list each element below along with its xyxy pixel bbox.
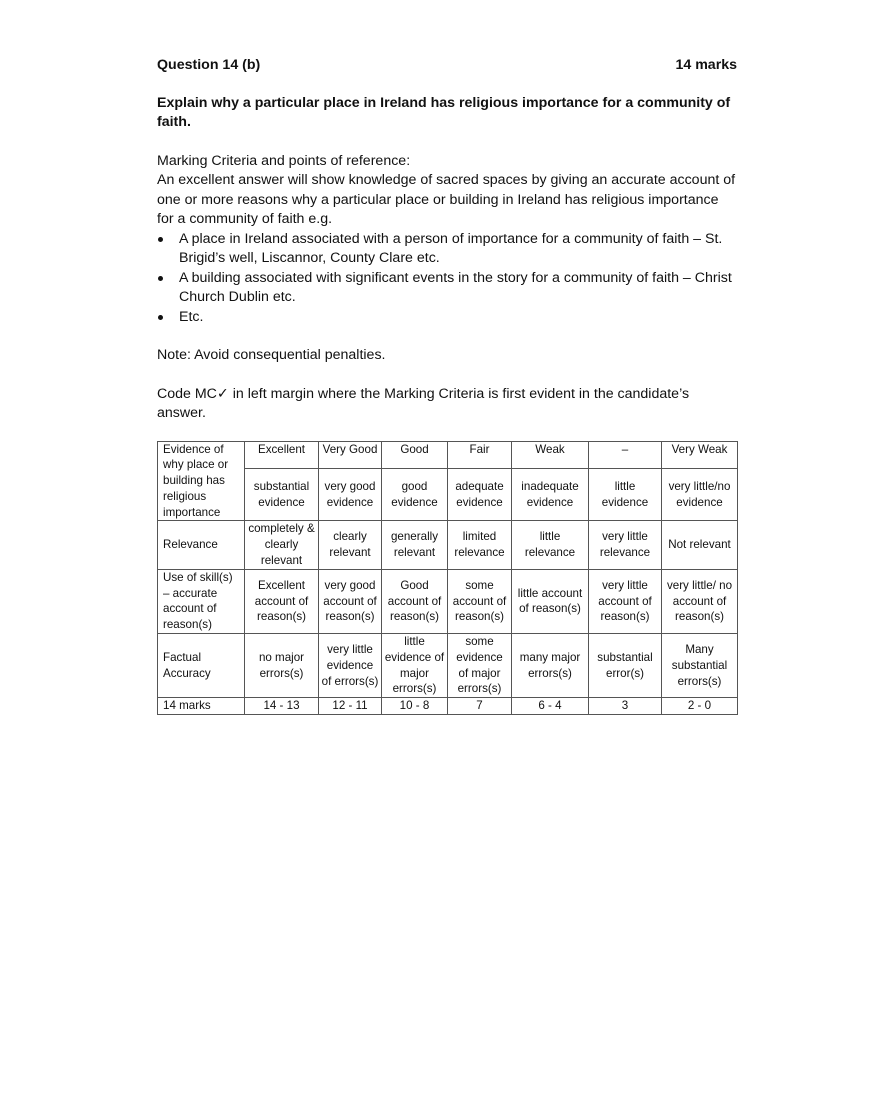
rubric-cell: clearly relevant	[319, 521, 382, 569]
rubric-cell: limited relevance	[448, 521, 512, 569]
marks-cell: 12 - 11	[319, 698, 382, 715]
marks-cell: 6 - 4	[512, 698, 589, 715]
bullet-item: Etc.	[157, 308, 737, 328]
header-cell: –	[589, 441, 662, 468]
rubric-cell: very little relevance	[589, 521, 662, 569]
criteria-heading: Marking Criteria and points of reference:	[157, 152, 411, 169]
rubric-row-marks	[158, 698, 738, 715]
rubric-cell: good evidence	[382, 468, 448, 521]
rubric-cell: little account of reason(s)	[512, 569, 589, 633]
rubric-cell: substantial evidence	[245, 468, 319, 521]
header-cell: Very Weak	[662, 441, 738, 468]
marking-criteria	[157, 152, 737, 328]
rubric-cell: some evidence of major errors(s)	[448, 634, 512, 698]
question-text: Explain why a particular place in Ireland has religious importance for a community of faith.	[157, 94, 731, 130]
question-marks: 14 marks	[675, 57, 737, 73]
note: Note: Avoid consequential penalties.	[157, 347, 386, 363]
bullet-item: A building associated with significant events in the story for a community of faith – Christ Church Dublin etc.	[157, 269, 737, 308]
rubric-cell: little relevance	[512, 521, 589, 569]
row-label: Use of skill(s) – accurate account of reason(s)	[158, 569, 245, 633]
rubric-cell: little evidence	[589, 468, 662, 521]
rubric-cell: some account of reason(s)	[448, 569, 512, 633]
marks-cell: 10 - 8	[382, 698, 448, 715]
bullet-item: A place in Ireland associated with a person of importance for a community of faith – St. Brigid’s well, Liscannor, County Clare etc.	[157, 230, 737, 269]
criteria-bullets	[157, 230, 737, 328]
rubric-cell: very little/ no account of reason(s)	[662, 569, 738, 633]
header-cell: Good	[382, 441, 448, 468]
rubric-row-evidence	[158, 468, 738, 521]
rubric-cell: Excellent account of reason(s)	[245, 569, 319, 633]
question-number: Question 14 (b)	[157, 57, 261, 73]
rubric-cell: Good account of reason(s)	[382, 569, 448, 633]
row-label: Relevance	[158, 521, 245, 569]
rubric-row-skills	[158, 569, 738, 633]
row-label: 14 marks	[158, 698, 245, 715]
rubric-cell: completely & clearly relevant	[245, 521, 319, 569]
header-cell: Very Good	[319, 441, 382, 468]
marks-cell: 3	[589, 698, 662, 715]
marks-cell: 7	[448, 698, 512, 715]
rubric-row-relevance	[158, 521, 738, 569]
document-body	[157, 56, 737, 715]
rubric-cell: Not relevant	[662, 521, 738, 569]
marks-cell: 14 - 13	[245, 698, 319, 715]
code-instruction: Code MC✓ in left margin where the Marking Criteria is first evident in the candidate’s answer.	[157, 385, 690, 421]
row-label: Evidence of why place or building has religious importance	[158, 441, 245, 521]
header-cell: Weak	[512, 441, 589, 468]
rubric-cell: very little evidence of errors(s)	[319, 634, 382, 698]
rubric-cell: very good account of reason(s)	[319, 569, 382, 633]
rubric-cell: no major errors(s)	[245, 634, 319, 698]
rubric-cell: little evidence of major errors(s)	[382, 634, 448, 698]
rubric-cell: very little account of reason(s)	[589, 569, 662, 633]
marks-cell: 2 - 0	[662, 698, 738, 715]
rubric-cell: Many substantial errors(s)	[662, 634, 738, 698]
header-cell: Excellent	[245, 441, 319, 468]
rubric-cell: substantial error(s)	[589, 634, 662, 698]
rubric-cell: very good evidence	[319, 468, 382, 521]
criteria-intro: An excellent answer will show knowledge of sacred spaces by giving an accurate account of one or more reasons why a particular place or building in Ireland has religious importance for a community of faith e.g.	[157, 172, 736, 227]
row-label: Factual Accuracy	[158, 634, 245, 698]
rubric-cell: generally relevant	[382, 521, 448, 569]
rubric-table	[157, 441, 738, 716]
header-cell: Fair	[448, 441, 512, 468]
rubric-cell: adequate evidence	[448, 468, 512, 521]
rubric-cell: many major errors(s)	[512, 634, 589, 698]
question-header	[157, 56, 737, 76]
rubric-row-accuracy	[158, 634, 738, 698]
rubric-cell: inadequate evidence	[512, 468, 589, 521]
rubric-header-row	[158, 441, 738, 468]
rubric-cell: very little/no evidence	[662, 468, 738, 521]
